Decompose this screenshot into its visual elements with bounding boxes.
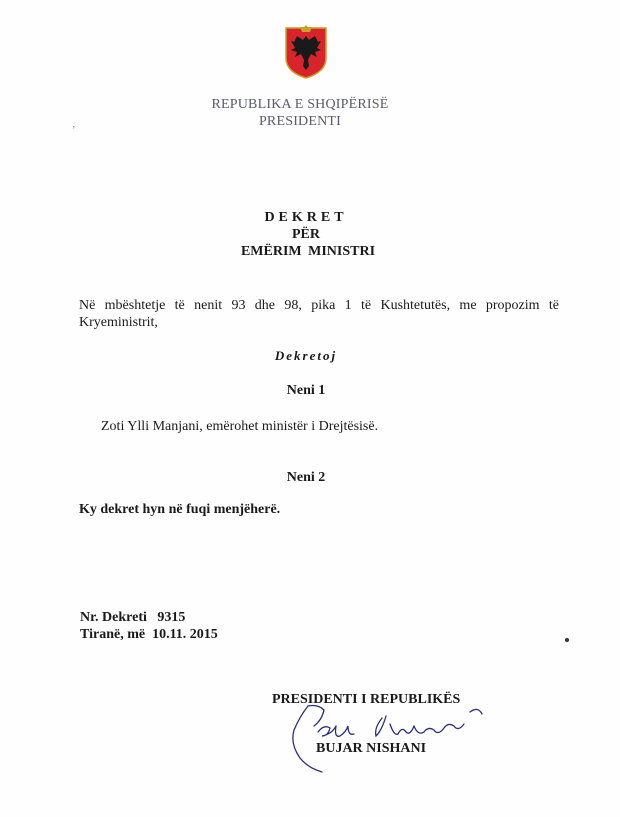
signatory-name: BUJAR NISHANI [316, 741, 427, 756]
header-president: PRESIDENTI [258, 114, 342, 129]
handwritten-signature [278, 696, 498, 776]
title-emerim: EMËRIM MINISTRI [240, 244, 376, 259]
article-1-text: Zoti Ylli Manjani, emërohet ministër i Drejtësisë. [101, 419, 379, 434]
preamble-text: Në mbështetje të nenit 93 dhe 98, pika 1 të Kushtetutës, me propozim të Kryeministrit, [79, 298, 559, 330]
decree-date: Tiranë, më 10.11. 2015 [80, 627, 218, 642]
scan-dot [565, 638, 569, 642]
article-2-label: Neni 2 [286, 470, 326, 485]
article-2-text: Ky dekret hyn në fuqi menjëherë. [79, 502, 281, 517]
scan-mark: ʼ [72, 125, 76, 136]
decree-word: Dekretoj [274, 348, 338, 363]
decree-number: Nr. Dekreti 9315 [80, 610, 186, 625]
title-dekret: DEKRET [264, 210, 348, 225]
header-republic: REPUBLIKA E SHQIPËRISË [211, 97, 389, 112]
title-per: PËR [292, 227, 320, 242]
article-1-label: Neni 1 [286, 383, 326, 398]
coat-of-arms-emblem [283, 24, 329, 80]
signatory-title: PRESIDENTI I REPUBLIKËS [272, 692, 461, 707]
